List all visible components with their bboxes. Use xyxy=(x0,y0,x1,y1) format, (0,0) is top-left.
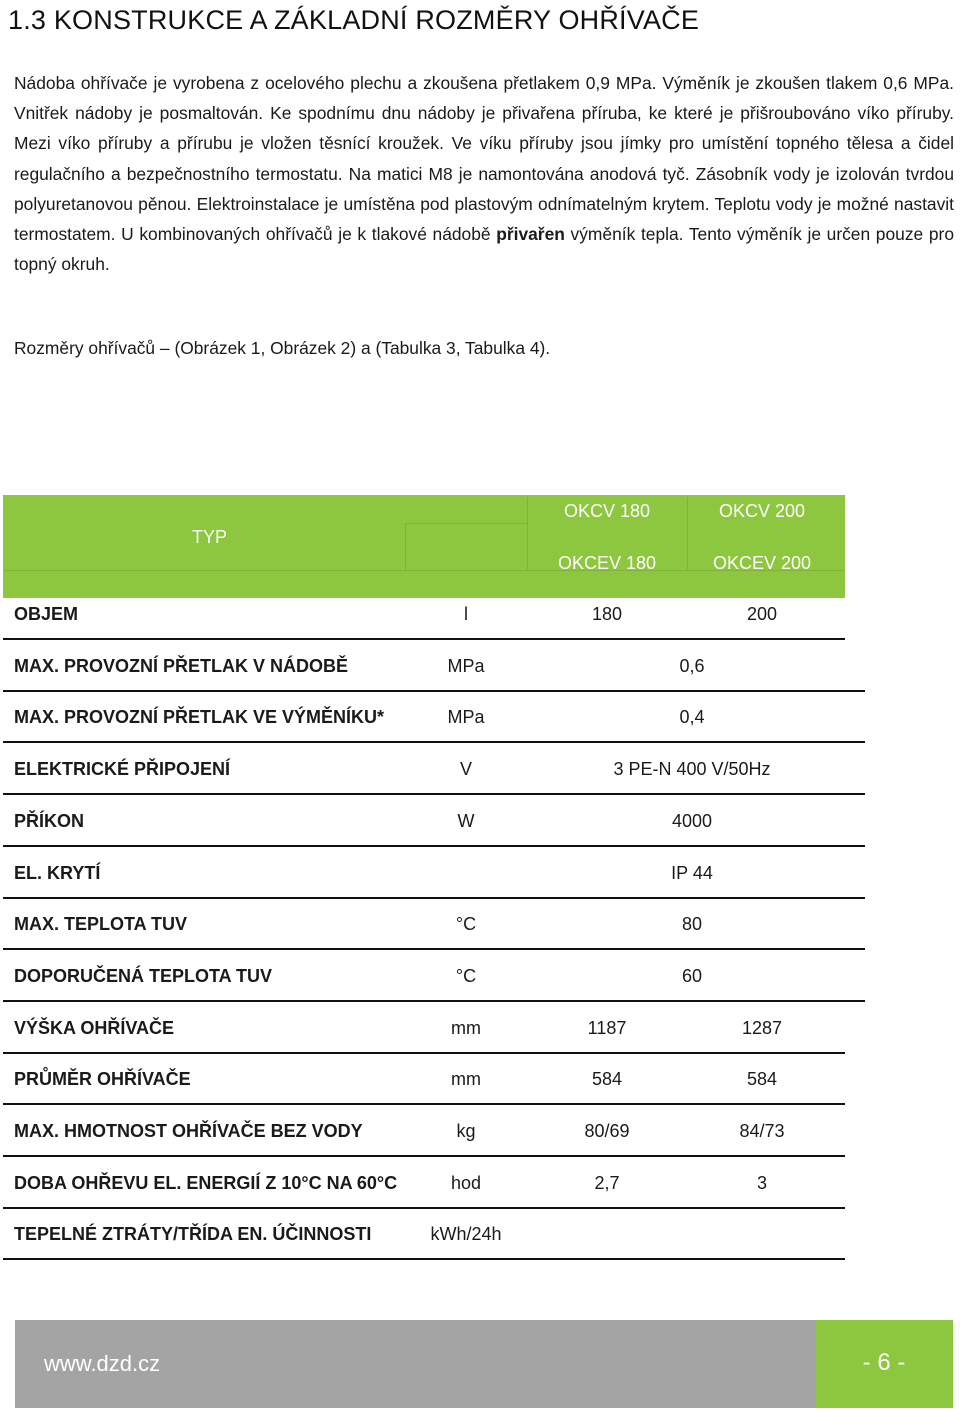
row-label: MAX. PROVOZNÍ PŘETLAK VE VÝMĚNÍKU* xyxy=(14,707,385,728)
row-value-2: 1287 xyxy=(741,1017,783,1038)
row-divider xyxy=(3,793,865,795)
row-divider xyxy=(3,690,865,692)
header-col2-top: OKCV 200 xyxy=(718,501,806,521)
row-divider xyxy=(3,948,865,950)
row-label: VÝŠKA OHŘÍVAČE xyxy=(14,1017,175,1038)
row-label: TEPELNÉ ZTRÁTY/TŘÍDA EN. ÚČINNOSTI xyxy=(14,1224,372,1245)
row-unit: l xyxy=(464,604,468,624)
row-unit: hod xyxy=(450,1172,482,1193)
header-typ: TYP xyxy=(192,527,228,547)
row-unit: MPa xyxy=(447,707,485,728)
row-value-1: 2,7 xyxy=(594,1172,620,1193)
row-merged-value: 0,6 xyxy=(679,655,705,676)
row-label: MAX. HMOTNOST OHŘÍVAČE BEZ VODY xyxy=(14,1121,363,1141)
row-unit: kg xyxy=(456,1121,476,1141)
row-label: MAX. TEPLOTA TUV xyxy=(14,914,187,935)
row-divider xyxy=(3,845,865,847)
row-unit: V xyxy=(459,759,472,780)
row-value-1: 180 xyxy=(591,604,623,624)
row-label: EL. KRYTÍ xyxy=(14,862,101,883)
paragraph-bold-word: přivařen xyxy=(496,224,565,245)
row-value-2: 200 xyxy=(746,604,778,624)
row-divider xyxy=(3,1103,845,1105)
row-unit: W xyxy=(457,810,475,831)
row-merged-value: 80 xyxy=(681,914,703,935)
row-merged-value: 4000 xyxy=(671,810,713,831)
row-value-1: 584 xyxy=(591,1069,623,1090)
row-label: MAX. PROVOZNÍ PŘETLAK V NÁDOBĚ xyxy=(14,655,349,676)
row-label: ELEKTRICKÉ PŘIPOJENÍ xyxy=(14,759,231,780)
row-divider xyxy=(3,897,865,899)
paragraph-text-start: Nádoba ohřívače je vyrobena z ocelového plechu a zkoušena přetlakem 0,9 MPa. Výměník je zkoušen tlakem 0,6 MPa. Vnitřek nádoby je posmaltován. Ke spodnímu dnu nádoby je přivařena příruba, ke které je přišroubováno víko příruby. Mezi víko příruby a přírubu je vložen těsnící kroužek. Ve víku příruby jsou jímky pro umístění topného tělesa a čidel regulačního a bezpečnostního termostatu. Na matici M8 je namontována anodová tyč. Zásobník vody je izolován tvrdou polyuretanovou pěnou. Elektroinstalace je umístěna pod plastovým odnímatelným krytem. Teplotu vody je možné nastavit termostatem. U kombinovaných ohřívačů je k tlakové nádobě xyxy=(14,73,954,245)
row-label: DOPORUČENÁ TEPLOTA TUV xyxy=(14,965,273,986)
row-value-1: 1187 xyxy=(587,1017,627,1038)
row-value-1: 80/69 xyxy=(584,1121,630,1141)
row-label: PŘÍKON xyxy=(14,810,85,831)
row-unit: kWh/24h xyxy=(430,1224,502,1245)
row-value-2: 584 xyxy=(746,1069,778,1090)
row-merged-value: 3 PE-N 400 V/50Hz xyxy=(613,759,771,780)
row-label: PRŮMĚR OHŘÍVAČE xyxy=(14,1069,191,1090)
header-col1-top: OKCV 180 xyxy=(563,501,651,521)
row-unit: mm xyxy=(451,1017,481,1038)
row-label: OBJEM xyxy=(14,604,79,624)
row-merged-value: 60 xyxy=(681,965,703,986)
row-divider xyxy=(3,1258,845,1260)
row-unit: mm xyxy=(451,1069,481,1090)
row-value-2: 3 xyxy=(756,1172,767,1193)
row-divider xyxy=(3,1155,845,1157)
header-inner-line xyxy=(405,523,527,524)
row-divider xyxy=(3,1207,845,1209)
row-divider xyxy=(3,1052,845,1054)
row-value-2: 84/73 xyxy=(739,1121,785,1141)
row-unit: °C xyxy=(455,914,477,935)
page-number: - 6 - xyxy=(862,1349,906,1376)
header-divider-1 xyxy=(405,523,406,570)
header-col2-bottom: OKCEV 200 xyxy=(712,553,812,573)
row-merged-value: 0,4 xyxy=(679,707,705,728)
section-heading: 1.3 KONSTRUKCE A ZÁKLADNÍ ROZMĚRY OHŘÍVAČE xyxy=(8,5,700,35)
construction-paragraph xyxy=(14,68,954,279)
row-merged-value: IP 44 xyxy=(671,862,713,883)
row-unit: MPa xyxy=(447,655,485,676)
row-unit: °C xyxy=(455,965,477,986)
row-divider xyxy=(3,638,845,640)
row-divider xyxy=(3,741,865,743)
row-label: DOBA OHŘEVU EL. ENERGIÍ Z 10°C NA 60°C xyxy=(14,1172,398,1193)
header-col1-bottom: OKCEV 180 xyxy=(557,553,657,573)
paragraph-text-end: výměník tepla. Tento výměník je určen pouze pro topný okruh. xyxy=(14,224,954,275)
footer-website-link[interactable]: www.dzd.cz xyxy=(44,1351,161,1376)
row-divider xyxy=(3,1000,865,1002)
dimensions-reference-paragraph: Rozměry ohřívačů – (Obrázek 1, Obrázek 2) a (Tabulka 3, Tabulka 4). xyxy=(14,338,551,358)
